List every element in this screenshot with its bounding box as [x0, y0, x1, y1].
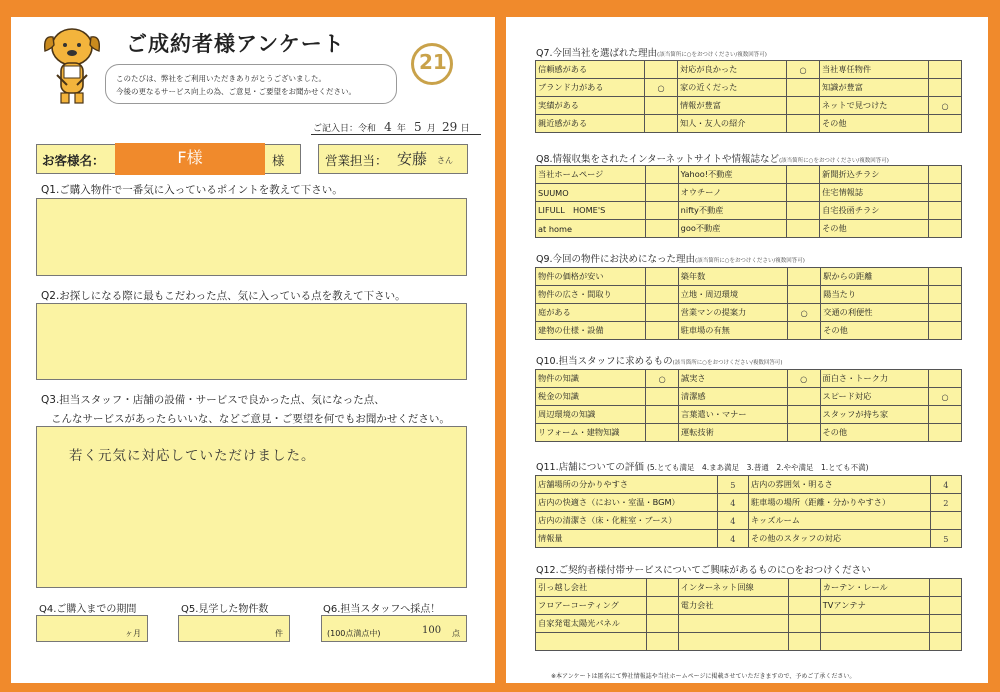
q10-mark-cell[interactable]: ○	[929, 388, 962, 406]
q8-option-label: 新聞折込チラシ	[820, 166, 929, 184]
q10-mark-cell[interactable]	[929, 424, 962, 442]
q7-option-label: 知識が豊富	[819, 79, 928, 97]
q8-option-label: at home	[536, 220, 646, 238]
q9-option-label: 陽当たり	[821, 286, 929, 304]
q8-mark-cell[interactable]	[787, 202, 820, 220]
q11-score-cell[interactable]: 4	[717, 494, 748, 512]
q9-title: Q9.今回の物件にお決めになった理由(該当箇所に○をおつけください/複数回答可)	[536, 254, 805, 265]
q12-mark-cell[interactable]	[646, 615, 678, 633]
redacted-name: F様	[115, 143, 265, 175]
q10-option-label: その他	[820, 424, 929, 442]
q9-mark-cell[interactable]	[929, 304, 962, 322]
q8-option-label: オウチーノ	[678, 184, 787, 202]
q11-score-cell[interactable]: 4	[717, 512, 748, 530]
q11-item-label: キッズルーム	[748, 512, 930, 530]
q11-score-cell[interactable]: 5	[930, 530, 961, 548]
q10-option-label: 言葉遣い・マナー	[679, 406, 788, 424]
q9-option-label: 庭がある	[536, 304, 646, 322]
q10-option-label: 清潔感	[679, 388, 788, 406]
q7-option-label: 家の近くだった	[677, 79, 786, 97]
q9-row	[536, 286, 962, 304]
q6-unit: 点	[452, 629, 460, 638]
q8-mark-cell[interactable]	[929, 220, 962, 238]
q12-mark-cell[interactable]	[788, 579, 820, 597]
q11-title: Q11.店舗についての評価 (5.とても満足 4.まあ満足 3.普通 2.やや満足 1.とても不満)	[536, 462, 869, 473]
q5-label: Q5.見学した物件数	[181, 604, 269, 615]
q8-option-label: 自宅投函チラシ	[820, 202, 929, 220]
q5-unit: 件	[275, 629, 283, 638]
q12-option-label	[536, 633, 647, 651]
q6-prefix: (100点満点中)	[327, 629, 381, 638]
q10-row	[536, 406, 962, 424]
q3-answer: 若く元気に対応していただけました。	[69, 448, 316, 464]
q8-mark-cell[interactable]	[645, 184, 678, 202]
q8-mark-cell[interactable]	[787, 220, 820, 238]
q12-option-label	[678, 633, 788, 651]
q7-mark-cell[interactable]	[645, 61, 678, 79]
q12-option-label: 自家発電太陽光パネル	[536, 615, 647, 633]
q7-option-label: ブランド力がある	[536, 79, 645, 97]
q9-option-label: 立地・周辺環境	[678, 286, 787, 304]
q9-option-label: 営業マンの提案力	[678, 304, 787, 322]
customer-suffix: 様	[272, 153, 285, 168]
q7-table	[535, 60, 962, 133]
q10-option-label: 誠実さ	[679, 370, 788, 388]
q8-mark-cell[interactable]	[645, 202, 678, 220]
q9-table	[535, 267, 962, 340]
q9-mark-cell[interactable]	[788, 268, 821, 286]
q7-option-label: 親近感がある	[536, 115, 645, 133]
date-underline	[311, 134, 481, 135]
q2-label: Q2.お探しになる際に最もこだわった点、気に入っている点を教えて下さい。	[41, 290, 406, 302]
q9-option-label: 駐車場の有無	[678, 322, 787, 340]
q7-row	[536, 97, 962, 115]
q7-mark-cell[interactable]: ○	[929, 97, 962, 115]
page-title: ご成約者様アンケート	[126, 32, 345, 56]
q10-mark-cell[interactable]	[646, 424, 679, 442]
q7-mark-cell[interactable]	[929, 115, 962, 133]
q12-option-label: TVアンテナ	[820, 597, 929, 615]
q11-item-label: 店内の雰囲気・明るさ	[748, 476, 930, 494]
greeting-bubble	[105, 64, 397, 104]
q9-option-label: その他	[821, 322, 929, 340]
q10-mark-cell[interactable]	[787, 406, 820, 424]
q8-mark-cell[interactable]	[929, 202, 962, 220]
q10-row	[536, 388, 962, 406]
q12-option-label: カーテン・レール	[820, 579, 929, 597]
q4-unit: ヶ月	[125, 629, 141, 638]
q11-item-label: 店舗場所の分かりやすさ	[536, 476, 718, 494]
q12-row	[536, 633, 962, 651]
q10-mark-cell[interactable]	[787, 424, 820, 442]
q4-answer-box[interactable]	[36, 615, 148, 642]
q9-mark-cell[interactable]	[646, 286, 679, 304]
date-year: 4	[384, 120, 392, 134]
q11-item-label: 駐車場の場所（距離・分かりやすさ）	[748, 494, 930, 512]
q8-option-label: 住宅情報誌	[820, 184, 929, 202]
q9-mark-cell[interactable]	[788, 286, 821, 304]
q11-row	[536, 512, 962, 530]
q7-option-label: 知人・友人の紹介	[677, 115, 786, 133]
q7-row	[536, 79, 962, 97]
q8-row	[536, 166, 962, 184]
q11-score-cell[interactable]	[930, 512, 961, 530]
q9-row	[536, 304, 962, 322]
q10-mark-cell[interactable]: ○	[787, 370, 820, 388]
customer-label: お客様名：	[42, 153, 105, 168]
date-day-suffix: 日	[460, 124, 470, 134]
q9-option-label: 交通の利便性	[821, 304, 929, 322]
q12-option-label	[820, 615, 929, 633]
q12-mark-cell[interactable]	[646, 597, 678, 615]
entry-date	[313, 120, 470, 134]
q10-option-label: スタッフが持ち家	[820, 406, 929, 424]
q7-title: Q7.今回当社を選ばれた理由(該当箇所に○をおつけください/複数回答可)	[536, 48, 767, 59]
q9-mark-cell[interactable]	[646, 268, 679, 286]
q5-answer-box[interactable]	[178, 615, 290, 642]
q9-mark-cell[interactable]	[929, 286, 962, 304]
q10-option-label: 税金の知識	[536, 388, 646, 406]
q7-mark-cell[interactable]	[787, 79, 820, 97]
q7-option-label: 信頼感がある	[536, 61, 645, 79]
q3-label-2: こんなサービスがあったらいいな、などご意見・ご要望を何でもお聞かせください。	[51, 413, 450, 425]
q7-option-label: 当社専任物件	[819, 61, 928, 79]
q8-option-label: SUUMO	[536, 184, 646, 202]
q12-mark-cell[interactable]	[788, 633, 820, 651]
q8-row	[536, 184, 962, 202]
q12-row	[536, 597, 962, 615]
q10-row	[536, 370, 962, 388]
q6-score: 100	[422, 625, 442, 636]
logo-text: 21	[419, 50, 447, 74]
q7-mark-cell[interactable]	[645, 97, 678, 115]
q7-row	[536, 115, 962, 133]
q9-option-label: 物件の価格が安い	[536, 268, 646, 286]
q1-answer-box[interactable]	[36, 198, 467, 276]
q8-table	[535, 165, 962, 238]
q1-label: Q1.ご購入物件で一番気に入っているポイントを教えて下さい。	[41, 184, 343, 196]
q7-option-label: 情報が豊富	[677, 97, 786, 115]
q12-option-label	[678, 615, 788, 633]
q11-item-label: 店内の清潔さ（床・化粧室・ブース）	[536, 512, 718, 530]
q8-mark-cell[interactable]	[787, 166, 820, 184]
q8-option-label: 当社ホームページ	[536, 166, 646, 184]
q8-mark-cell[interactable]	[645, 220, 678, 238]
q9-mark-cell[interactable]	[929, 322, 962, 340]
q9-mark-cell[interactable]	[788, 322, 821, 340]
q12-mark-cell[interactable]	[929, 615, 961, 633]
q12-title: Q12.ご契約者様付帯サービスについてご興味があるものに○をおつけください	[536, 565, 871, 576]
q11-score-cell[interactable]: 5	[717, 476, 748, 494]
q9-mark-cell[interactable]: ○	[788, 304, 821, 322]
q7-mark-cell[interactable]	[929, 79, 962, 97]
q11-table	[535, 475, 962, 548]
q8-mark-cell[interactable]	[929, 166, 962, 184]
q10-mark-cell[interactable]	[646, 388, 679, 406]
date-day: 29	[442, 120, 458, 134]
q8-option-label: nifty不動産	[678, 202, 787, 220]
sales-label: 営業担当：	[325, 153, 388, 168]
date-month: 5	[413, 120, 422, 134]
q8-option-label: その他	[820, 220, 929, 238]
q12-option-label: 電力会社	[678, 597, 788, 615]
q7-mark-cell[interactable]	[787, 115, 820, 133]
q11-score-cell[interactable]: 4	[930, 476, 961, 494]
q3-label-1: Q3.担当スタッフ・店舗の設備・サービスで良かった点、気になった点、	[41, 394, 385, 406]
greeting-line-2: 今後の更なるサービス向上の為、ご意見・ご要望をお聞かせください。	[116, 87, 356, 96]
left-page	[11, 17, 495, 683]
q11-row	[536, 530, 962, 548]
q9-mark-cell[interactable]	[929, 268, 962, 286]
q7-mark-cell[interactable]	[787, 97, 820, 115]
customer-name-field[interactable]	[36, 144, 301, 174]
q9-option-label: 築年数	[678, 268, 787, 286]
q12-option-label: フロアーコーティング	[536, 597, 647, 615]
q7-option-label: 実績がある	[536, 97, 645, 115]
q8-mark-cell[interactable]	[787, 184, 820, 202]
q6-answer-box[interactable]	[321, 615, 467, 642]
q12-mark-cell[interactable]	[788, 597, 820, 615]
q11-item-label: 店内の快適さ（におい・室温・BGM）	[536, 494, 718, 512]
q10-mark-cell[interactable]	[929, 370, 962, 388]
q7-row	[536, 61, 962, 79]
date-month-suffix: 月	[426, 124, 436, 134]
q2-answer-box[interactable]	[36, 303, 467, 380]
q11-item-label: その他のスタッフの対応	[748, 530, 930, 548]
q11-row	[536, 494, 962, 512]
q12-mark-cell[interactable]	[929, 597, 961, 615]
sales-rep-suffix: さん	[437, 156, 453, 165]
q10-mark-cell[interactable]	[929, 406, 962, 424]
q7-mark-cell[interactable]: ○	[787, 61, 820, 79]
q11-score-cell[interactable]: 2	[930, 494, 961, 512]
q10-option-label: リフォーム・建物知識	[536, 424, 646, 442]
q8-option-label: goo不動産	[678, 220, 787, 238]
q9-row	[536, 322, 962, 340]
q8-mark-cell[interactable]	[645, 166, 678, 184]
q12-table	[535, 578, 962, 651]
sales-rep-field[interactable]	[318, 144, 468, 174]
q10-mark-cell[interactable]	[646, 406, 679, 424]
q8-row	[536, 220, 962, 238]
q4-label: Q4.ご購入までの期間	[39, 604, 137, 615]
q7-option-label: その他	[819, 115, 928, 133]
q3-answer-box[interactable]	[36, 426, 467, 588]
q6-label: Q6.担当スタッフへ採点！	[323, 604, 441, 615]
q9-mark-cell[interactable]	[646, 304, 679, 322]
footer-note: ※本アンケートは匿名にて弊社情報誌や当社ホームページに掲載させていただきますので、予めご了承ください。	[551, 673, 856, 680]
q12-mark-cell[interactable]	[646, 579, 678, 597]
q8-title: Q8.情報収集をされたインターネットサイトや情報誌など(該当箇所に○をおつけください/複数回答可)	[536, 154, 889, 165]
q9-mark-cell[interactable]	[646, 322, 679, 340]
q11-item-label: 情報量	[536, 530, 718, 548]
q8-row	[536, 202, 962, 220]
q11-row	[536, 476, 962, 494]
q10-mark-cell[interactable]	[787, 388, 820, 406]
century21-logo	[411, 43, 453, 85]
q12-mark-cell[interactable]	[929, 633, 961, 651]
q8-option-label: Yahoo!不動産	[678, 166, 787, 184]
q7-mark-cell[interactable]	[645, 115, 678, 133]
q12-mark-cell[interactable]	[646, 633, 678, 651]
q10-option-label: 運転技術	[679, 424, 788, 442]
q10-title: Q10.担当スタッフに求めるもの(該当箇所に○をおつけください/複数回答可)	[536, 356, 783, 367]
q10-row	[536, 424, 962, 442]
greeting-line-1: このたびは、弊社をご利用いただきありがとうございました。	[116, 74, 326, 83]
q12-option-label	[820, 633, 929, 651]
q10-option-label: 周辺環境の知識	[536, 406, 646, 424]
sales-rep-name: 安藤	[397, 150, 428, 168]
q12-mark-cell[interactable]	[788, 615, 820, 633]
date-year-suffix: 年	[396, 124, 406, 134]
q12-mark-cell[interactable]	[929, 579, 961, 597]
q10-option-label: スピード対応	[820, 388, 929, 406]
q8-mark-cell[interactable]	[929, 184, 962, 202]
q9-row	[536, 268, 962, 286]
mascot-dog-icon	[39, 19, 109, 107]
q12-row	[536, 579, 962, 597]
q9-option-label: 建物の仕様・設備	[536, 322, 646, 340]
q9-option-label: 物件の広さ・間取り	[536, 286, 646, 304]
q12-row	[536, 615, 962, 633]
q10-table	[535, 369, 962, 442]
q10-option-label: 面白さ・トーク力	[820, 370, 929, 388]
q7-mark-cell[interactable]	[929, 61, 962, 79]
q12-option-label: インターネット回線	[678, 579, 788, 597]
q8-option-label: LIFULL HOME'S	[536, 202, 646, 220]
q10-option-label: 物件の知識	[536, 370, 646, 388]
date-label: ご記入日：令和	[313, 124, 377, 134]
q10-mark-cell[interactable]: ○	[646, 370, 679, 388]
q7-option-label: ネットで見つけた	[819, 97, 928, 115]
right-page	[506, 17, 988, 683]
q12-option-label: 引っ越し会社	[536, 579, 647, 597]
q7-mark-cell[interactable]: ○	[645, 79, 678, 97]
q9-option-label: 駅からの距離	[821, 268, 929, 286]
q7-option-label: 対応が良かった	[677, 61, 786, 79]
q11-score-cell[interactable]: 4	[717, 530, 748, 548]
